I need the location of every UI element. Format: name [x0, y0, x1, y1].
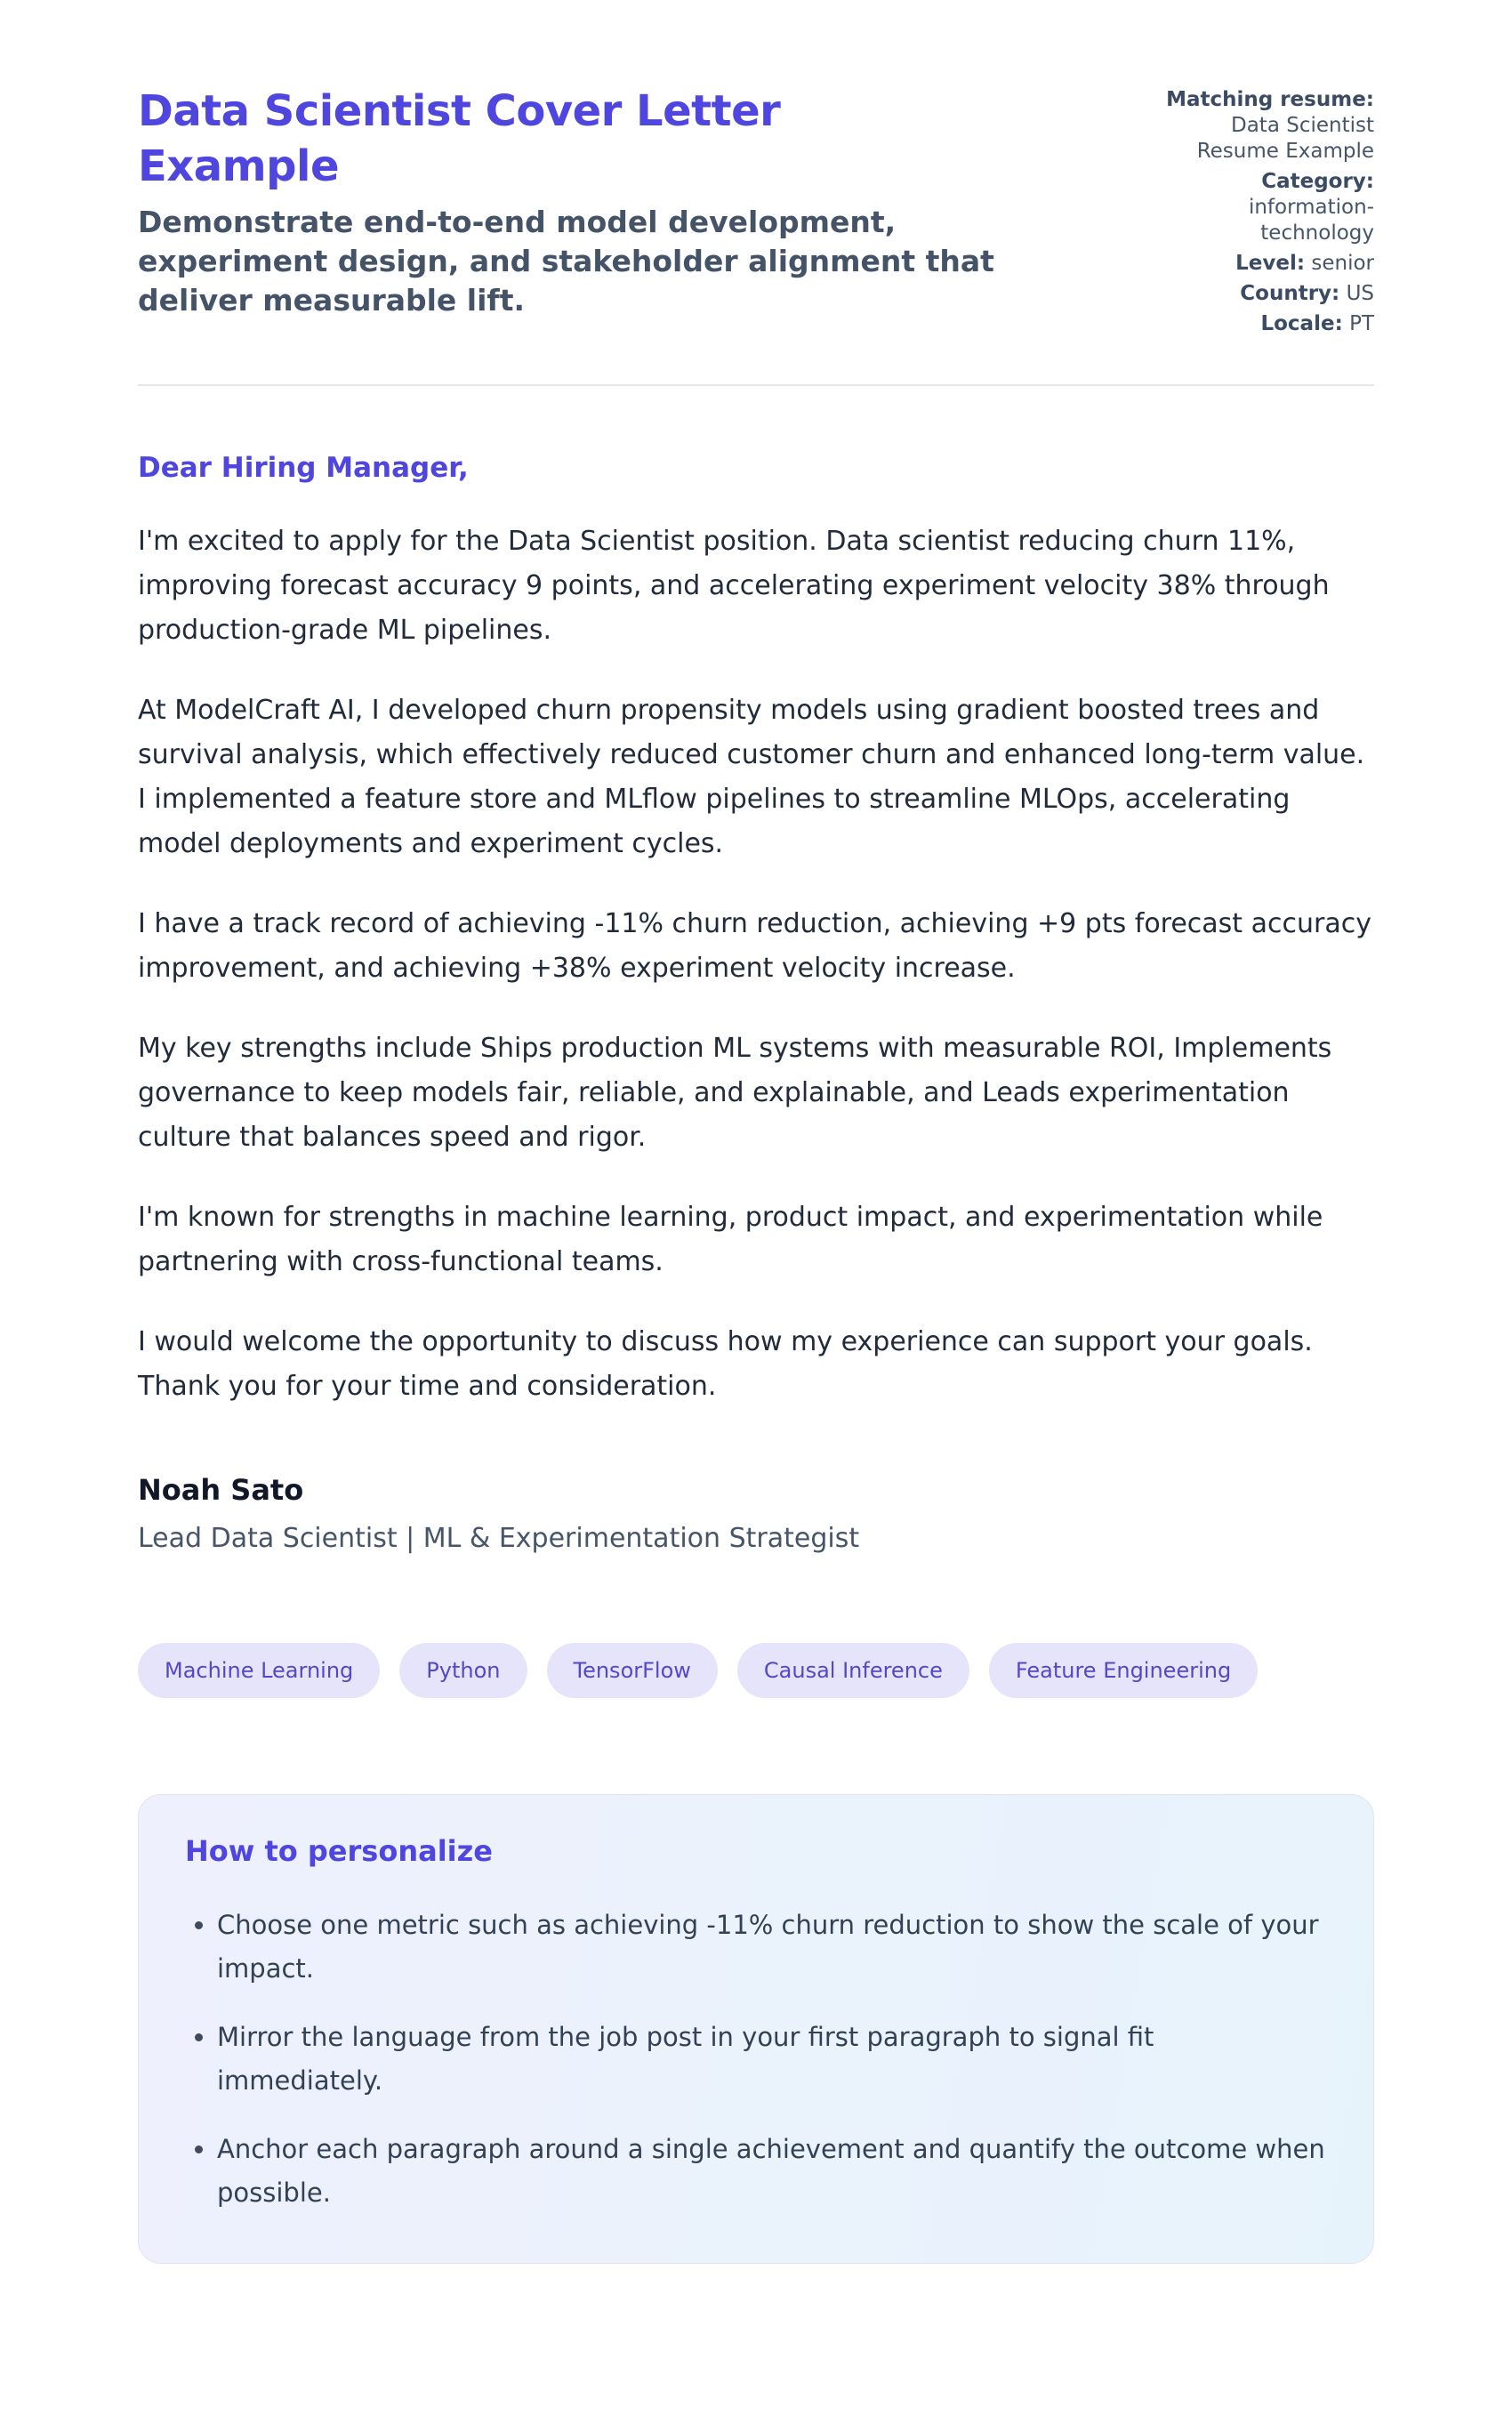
skill-tag-tensorflow[interactable]: TensorFlow [547, 1643, 718, 1698]
skill-tag-machine-learning[interactable]: Machine Learning [138, 1643, 380, 1698]
meta-label: Matching resume: [1166, 88, 1374, 111]
letter-body [138, 452, 1374, 1554]
meta-level [1152, 251, 1374, 277]
header-title-block [138, 84, 1081, 320]
letter-paragraph-3: I have a track record of achieving -11% churn reduction, achieving +9 pts forecast accuracy improvement, and achieving +38% experiment velocity increase. [138, 908, 1371, 984]
tip-item-1: • Choose one metric such as achieving -11% churn reduction to show the scale of your impact. [217, 1904, 1327, 1991]
letter-paragraph-6: I would welcome the opportunity to discuss how my experience can support your goals. Thank you for your time and consideration. [138, 1326, 1313, 1402]
meta-value: US [1346, 282, 1374, 305]
meta-label: Country: [1240, 282, 1340, 305]
personalize-tip-list [185, 1904, 1327, 2215]
signature-name: Noah Sato [138, 1473, 304, 1507]
tip-item-3: • Anchor each paragraph around a single achievement and quantify the outcome when possible. [217, 2128, 1327, 2215]
signature-role: Lead Data Scientist | ML & Experimentation Strategist [138, 1523, 860, 1554]
letter-paragraph-5: I'm known for strengths in machine learning, product impact, and experimentation while partnering with cross-functional teams. [138, 1202, 1323, 1277]
meta-matching-resume [1152, 87, 1374, 165]
tip-item-2: • Mirror the language from the job post in your first paragraph to signal fit immediately. [217, 2016, 1327, 2103]
meta-value: senior [1311, 252, 1374, 275]
meta-category [1152, 169, 1374, 246]
meta-country [1152, 281, 1374, 307]
skill-tag-python[interactable]: Python [399, 1643, 527, 1698]
meta-locale [1152, 311, 1374, 337]
page-header [138, 84, 1374, 342]
meta-value: information-technology [1248, 196, 1374, 245]
letter-paragraph-2: At ModelCraft AI, I developed churn propensity models using gradient boosted trees and survival analysis, which effectively reduced customer churn and enhanced long-term value. I implemented a feature store and MLflow pipelines to streamline MLOps, accelerating model deployments and experiment cycles. [138, 695, 1365, 859]
meta-label: Category: [1261, 170, 1374, 193]
personalize-card [138, 1794, 1374, 2264]
letter-paragraph-4: My key strengths include Ships production ML systems with measurable ROI, Implements governance to keep models fair, reliable, and explainable, and Leads experimentation culture that balances speed and rigor. [138, 1033, 1332, 1153]
meta-panel [1152, 84, 1374, 342]
meta-value: PT [1349, 312, 1374, 335]
header-divider [138, 384, 1374, 386]
meta-label: Locale: [1260, 312, 1343, 335]
skill-tags [138, 1643, 1374, 1698]
page-title: Data Scientist Cover Letter Example [138, 86, 781, 191]
salutation: Dear Hiring Manager, [138, 452, 469, 484]
meta-value: Data Scientist Resume Example [1196, 114, 1374, 163]
letter-paragraph-1: I'm excited to apply for the Data Scientist position. Data scientist reducing churn 11%, improving forecast accuracy 9 points, and accelerating experiment velocity 38% through production-grade ML pipelines. [138, 526, 1330, 646]
skill-tag-feature-engineering[interactable]: Feature Engineering [989, 1643, 1258, 1698]
skill-tag-causal-inference[interactable]: Causal Inference [737, 1643, 969, 1698]
meta-label: Level: [1235, 252, 1306, 275]
personalize-card-title: How to personalize [185, 1834, 493, 1868]
signature-block [138, 1473, 1374, 1554]
page-subtitle: Demonstrate end-to-end model development, experiment design, and stakeholder alignment that deliver measurable lift. [138, 205, 994, 318]
